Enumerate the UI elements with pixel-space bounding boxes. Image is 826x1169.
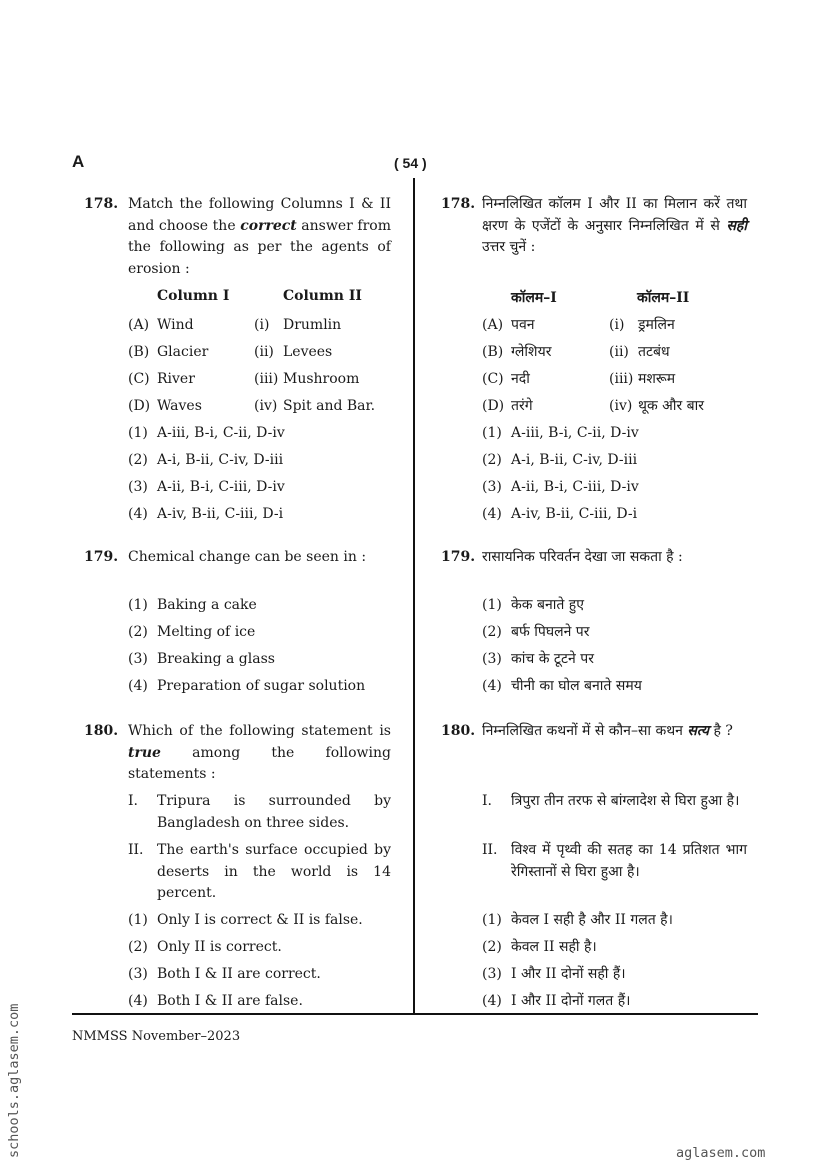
question-text: निम्नलिखित कथनों में से कौन–सा कथन सत्य है ? bbox=[482, 723, 733, 739]
answer-option: (4) A-iv, B-ii, C-iii, D-i bbox=[128, 506, 284, 522]
question-180-en bbox=[84, 721, 391, 1009]
match-row: (iv) थूक और बार bbox=[609, 398, 704, 414]
question-178-hi bbox=[441, 194, 747, 522]
answer-option: (3) कांच के टूटने पर bbox=[482, 651, 594, 667]
question-number: 178. bbox=[441, 196, 476, 212]
match-row: (iii) मशरूम bbox=[609, 371, 676, 387]
question-number: 180. bbox=[84, 723, 119, 739]
match-row: (D) तरंगे bbox=[482, 398, 533, 414]
answer-option: (2) A-i, B-ii, C-iv, D-iii bbox=[128, 452, 284, 468]
answer-option: (1) केक बनाते हुए bbox=[482, 597, 584, 613]
match-row: (B) ग्लेशियर bbox=[482, 344, 552, 360]
question-text: Which of the following statement is true among the following statements : bbox=[128, 723, 391, 782]
answer-option: (3) Breaking a glass bbox=[128, 651, 275, 667]
question-number: 180. bbox=[441, 723, 476, 739]
answer-option: (2) केवल II सही है। bbox=[482, 939, 597, 955]
footer-rule bbox=[72, 1013, 758, 1015]
answer-option: (4) Preparation of sugar solution bbox=[128, 678, 366, 694]
answer-option: (2) Only II is correct. bbox=[128, 939, 282, 955]
statement-label: I. bbox=[128, 793, 138, 809]
column-2-heading: Column II bbox=[283, 288, 362, 304]
answer-option: (1) Only I is correct & II is false. bbox=[128, 912, 363, 928]
page-number: ( 54 ) bbox=[394, 155, 427, 171]
match-row: (iii) Mushroom bbox=[254, 371, 360, 387]
answer-option: (2) A-i, B-ii, C-iv, D-iii bbox=[482, 452, 638, 468]
match-row: (ii) तटबंध bbox=[609, 344, 670, 360]
emphasis-satya: सत्य bbox=[687, 723, 710, 739]
column-2-heading: कॉलम–II bbox=[637, 290, 690, 306]
match-row: (B) Glacier bbox=[128, 344, 209, 360]
emphasis-true: true bbox=[128, 744, 161, 761]
question-179-en bbox=[84, 547, 391, 694]
column-divider bbox=[413, 178, 415, 1014]
match-row: (C) नदी bbox=[482, 371, 530, 387]
answer-option: (3) I और II दोनों सही हैं। bbox=[482, 966, 626, 982]
bottom-watermark: aglasem.com bbox=[676, 1145, 766, 1161]
answer-option: (1) केवल I सही है और II गलत है। bbox=[482, 912, 673, 928]
set-letter: A bbox=[72, 152, 85, 171]
question-text: Chemical change can be seen in : bbox=[128, 549, 367, 565]
statement-text: Tripura is surrounded by Bangladesh on three sides. bbox=[157, 793, 391, 831]
match-row: (C) River bbox=[128, 371, 195, 387]
match-row: (i) Drumlin bbox=[254, 317, 342, 333]
answer-option: (1) Baking a cake bbox=[128, 597, 257, 613]
emphasis-sahi: सही bbox=[726, 217, 747, 234]
match-row: (D) Waves bbox=[128, 398, 202, 414]
footer-exam-name: NMMSS November–2023 bbox=[72, 1029, 241, 1044]
answer-option: (4) I और II दोनों गलत हैं। bbox=[482, 993, 631, 1009]
question-text: निम्नलिखित कॉलम I और II का मिलान करें तथा क्षरण के एजेंटों के अनुसार निम्नलिखित में से सही उत्तर चुनें : bbox=[482, 196, 747, 255]
column-1-heading: Column I bbox=[157, 288, 230, 304]
match-row: (A) पवन bbox=[482, 317, 535, 333]
answer-option: (3) A-ii, B-i, C-iii, D-iv bbox=[482, 479, 639, 495]
match-row: (iv) Spit and Bar. bbox=[254, 398, 376, 414]
statement-label: II. bbox=[482, 842, 498, 858]
emphasis-correct: correct bbox=[240, 217, 297, 234]
question-number: 179. bbox=[84, 549, 119, 565]
question-text: रासायनिक परिवर्तन देखा जा सकता है : bbox=[482, 549, 683, 565]
answer-option: (2) बर्फ पिघलने पर bbox=[482, 624, 590, 640]
answer-option: (3) Both I & II are correct. bbox=[128, 966, 321, 982]
statement-label: I. bbox=[482, 793, 492, 809]
side-watermark: schools.aglasem.com bbox=[6, 1003, 22, 1158]
answer-option: (1) A-iii, B-i, C-ii, D-iv bbox=[482, 425, 639, 441]
question-text: Match the following Columns I & II and choose the correct answer from the following as per the agents of erosion : bbox=[128, 196, 391, 277]
question-number: 178. bbox=[84, 196, 119, 212]
question-number: 179. bbox=[441, 549, 476, 565]
statement-text: त्रिपुरा तीन तरफ से बांग्लादेश से घिरा हुआ है। bbox=[511, 793, 740, 809]
statement-text: The earth's surface occupied by deserts in the world is 14 percent. bbox=[157, 842, 391, 901]
answer-option: (4) A-iv, B-ii, C-iii, D-i bbox=[482, 506, 638, 522]
match-row: (A) Wind bbox=[128, 317, 194, 333]
question-179-hi bbox=[441, 547, 747, 694]
answer-option: (4) Both I & II are false. bbox=[128, 993, 303, 1009]
match-row: (ii) Levees bbox=[254, 344, 333, 360]
statement-text: विश्व में पृथ्वी की सतह का 14 प्रतिशत भाग रेगिस्तानों से घिरा हुआ है। bbox=[511, 842, 747, 880]
question-180-hi bbox=[441, 721, 747, 1009]
question-178-en bbox=[84, 194, 391, 522]
answer-option: (3) A-ii, B-i, C-iii, D-iv bbox=[128, 479, 285, 495]
match-row: (i) ड्रमलिन bbox=[609, 317, 675, 333]
statement-label: II. bbox=[128, 842, 144, 858]
answer-option: (4) चीनी का घोल बनाते समय bbox=[482, 678, 642, 694]
answer-option: (2) Melting of ice bbox=[128, 624, 256, 640]
column-1-heading: कॉलम–I bbox=[511, 290, 557, 306]
answer-option: (1) A-iii, B-i, C-ii, D-iv bbox=[128, 425, 285, 441]
